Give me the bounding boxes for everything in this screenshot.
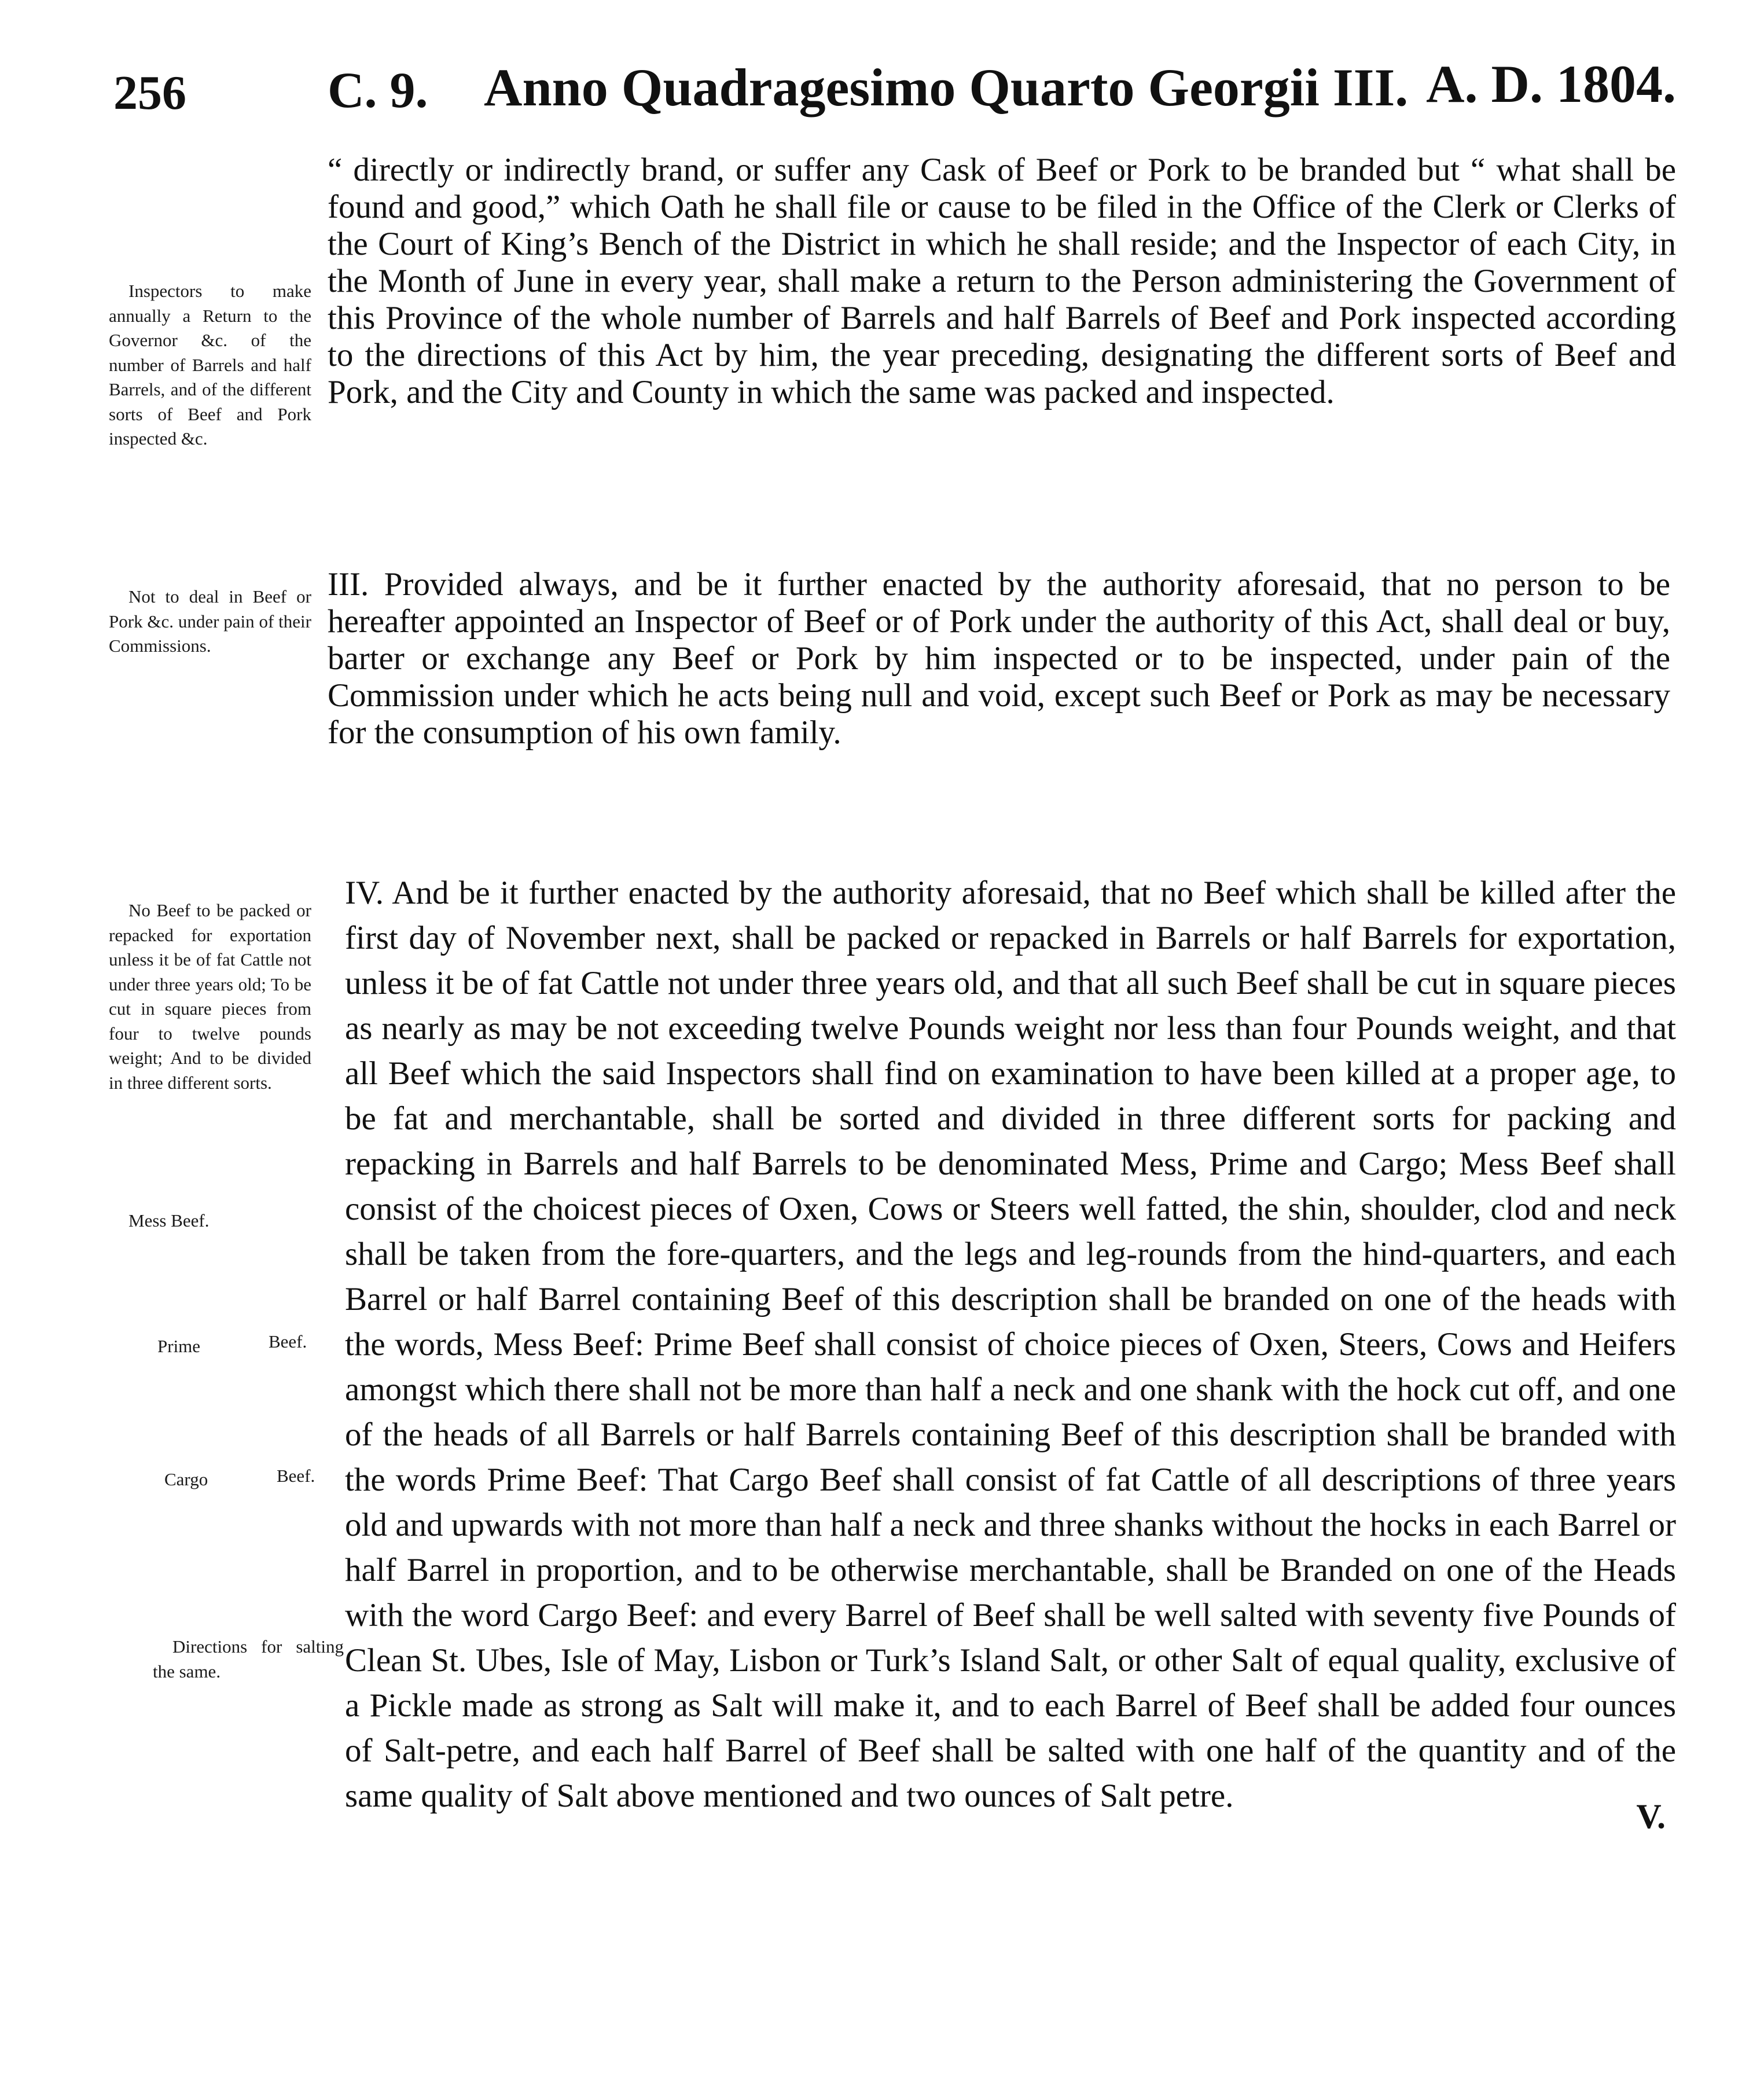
margin-note-inspectors-return: Inspectors to make annually a Return to the Governor &c. of the number of Barrels and half Barrels, and of the different sorts of Beef and Pork inspected &c. xyxy=(109,281,311,449)
margin-note-salting: Directions for salting the same. xyxy=(153,1636,344,1682)
margin-note-mess-beef: Mess Beef. xyxy=(128,1210,210,1231)
chapter-number: C. 9. xyxy=(328,63,428,119)
section-iii: III. Provided always, and be it further enacted by the authority aforesaid, that no person to be hereafter appointed an Inspector of Beef or of Pork under the authority of this Act, shall deal or buy, barter or exchange any Beef or Pork by him inspected or to be inspected, under pain of the Commission under which he acts being null and void, except such Beef or Pork as may be necessary for the consumption of his own family. xyxy=(328,566,1670,751)
running-title: Anno Quadragesimo Quarto Georgii III. xyxy=(484,58,1409,117)
paragraph-continued: “ directly or indirectly brand, or suffer any Cask of Beef or Pork to be branded but “ what shall be found and good,” which Oath he shall file or cause to be filed in the Office of the Clerk or Clerks of the Court of King’s Bench of the District in which he shall reside; and the Inspector of each City, in the Month of June in every year, shall make a return to the Person administering the Government of this Province of the whole number of Barrels and half Barrels of Beef and Pork inspected according to the directions of this Act by him, the year preceding, designating the different sorts of Beef and Pork, and the City and County in which the same was packed and inspected. xyxy=(328,152,1676,410)
margin-note-cargo-word: Cargo xyxy=(164,1469,208,1489)
margin-note-prime-beef: Beef. xyxy=(269,1331,307,1352)
page-header xyxy=(113,53,1676,140)
section-iv: IV. And be it further enacted by the authority aforesaid, that no Beef which shall be killed after the first day of November next, shall be packed or repacked in Barrels or half Barrels for exportation, unless it be of fat Cattle not under three years old, and that all such Beef shall be cut in square pieces as nearly as may be not exceeding twelve Pounds weight nor less than four Pounds weight, and that all Beef which the said Inspectors shall find on examination to have been killed at a proper age, to be fat and merchantable, shall be sorted and divided in three different sorts for packing and repacking in Barrels and half Barrels to be denominated Mess, Prime and Cargo; Mess Beef shall consist of the choicest pieces of Oxen, Cows or Steers well fatted, the shin, shoulder, clod and neck shall be taken from the fore-quarters, and the legs and leg-rounds from the hind-quarters, and each Barrel or half Barrel containing Beef of this description shall be branded on one of the heads with the words, Mess Beef: Prime Beef shall consist of choice pieces of Oxen, Steers, Cows and Heifers amongst which there shall not be more than half a neck and one shank with the hock cut off, and one of the heads of all Barrels or half Barrels containing Beef of this description shall be branded with the words Prime Beef: That Cargo Beef shall consist of fat Cattle of all descriptions of three years old and upwards with not more than half a neck and three shanks without the hocks in each Barrel or half Barrel in proportion, and to be otherwise merchantable, shall be Branded on one of the Heads with the word Cargo Beef: and every Barrel of Beef shall be well salted with seventy five Pounds of Clean St. Ubes, Isle of May, Lisbon or Turk’s Island Salt, or other Salt of equal quality, exclusive of a Pickle made as strong as Salt will make it, and to each Barrel of Beef shall be added four ounces of Salt-petre, and each half Barrel of Beef shall be salted with one half of the quantity and of the same quality of Salt above mentioned and two ounces of Salt petre. xyxy=(345,875,1676,1814)
page-number: 256 xyxy=(113,66,186,120)
margin-note-prime-word: Prime xyxy=(157,1336,201,1356)
margin-note-not-to-deal: Not to deal in Beef or Pork &c. under pain of their Commissions. xyxy=(109,586,311,656)
catchword: V. xyxy=(1636,1797,1666,1836)
margin-note-no-beef-packed: No Beef to be packed or repacked for exportation unless it be of fat Cattle not under three years old; To be cut in square pieces from four to twelve pounds weight; And to be divided in three different sorts. xyxy=(109,900,311,1093)
year-heading: A. D. 1804. xyxy=(1426,54,1676,113)
margin-note-cargo-beef: Beef. xyxy=(277,1466,315,1486)
